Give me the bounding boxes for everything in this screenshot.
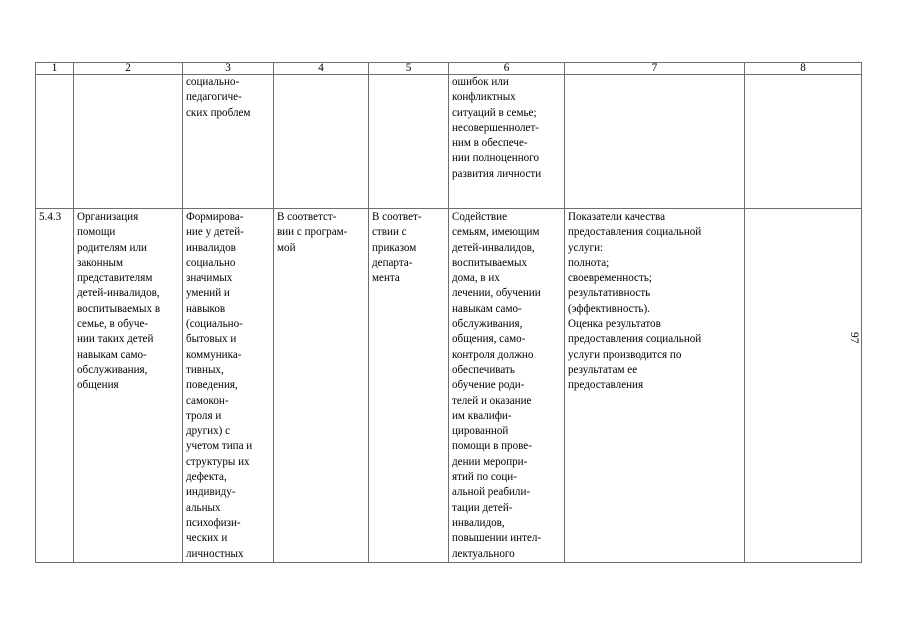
table-cell xyxy=(745,209,862,563)
cell-text-line: дении меропри- xyxy=(452,455,528,468)
cell-text-line: конфликтных xyxy=(452,91,516,104)
cell-text-line: помощи в прове- xyxy=(452,440,532,453)
cell-text-line: обслуживания, xyxy=(77,363,148,376)
cell-text-line: телей и оказание xyxy=(452,394,532,407)
cell-text-line: лектуального xyxy=(452,547,515,560)
header-cell-2: 2 xyxy=(74,63,183,75)
cell-text-line: нии полноценного xyxy=(452,152,540,165)
table-cell xyxy=(274,209,369,563)
cell-text-line: законным xyxy=(77,256,124,269)
page-number: 97 xyxy=(848,332,860,344)
cell-text-line: ситуаций в семье; xyxy=(452,106,537,119)
table-cell xyxy=(74,75,183,209)
cell-text-line: самокон- xyxy=(186,394,229,407)
cell-text-line: умений и xyxy=(186,287,230,300)
cell-text-line: Организация xyxy=(77,211,139,223)
cell-text-line: навыков xyxy=(186,302,226,315)
cell-text-line: результативность xyxy=(568,287,651,300)
cell-text-line: ятий по соци- xyxy=(452,471,517,484)
cell-text-line: департа- xyxy=(372,256,413,269)
cell-text-line: развития личности xyxy=(452,167,542,180)
table-cell xyxy=(449,209,565,563)
cell-text-line: несовершеннолет- xyxy=(452,121,539,134)
table-cell xyxy=(274,75,369,209)
cell-text-line: родителям или xyxy=(77,241,147,254)
cell-text-line: дефекта, xyxy=(186,471,227,484)
header-cell-6: 6 xyxy=(449,63,565,75)
cell-text-line: ошибок или xyxy=(452,76,509,88)
cell-text-line: В соответст- xyxy=(277,211,337,223)
cell-text-line: структуры их xyxy=(186,455,250,468)
cell-text-line: нии таких детей xyxy=(77,333,154,346)
cell-text-line: ние у детей- xyxy=(186,226,244,239)
cell-text-line: цированной xyxy=(452,425,509,438)
table-cell xyxy=(449,75,565,209)
cell-text-line: предоставления социальной xyxy=(568,333,702,346)
table-cell xyxy=(183,209,274,563)
table-row xyxy=(36,75,862,209)
cell-text-line: представителям xyxy=(77,272,153,285)
cell-text-line: им квалифи- xyxy=(452,409,512,422)
table-cell xyxy=(183,75,274,209)
table-row xyxy=(36,209,862,563)
cell-text-line: других) с xyxy=(186,425,231,438)
cell-text-line: обеспечивать xyxy=(452,363,515,376)
cell-text-line: Содействие xyxy=(452,211,508,223)
cell-text-line: общения xyxy=(77,379,119,392)
cell-text-line: значимых xyxy=(186,272,233,285)
cell-text-line: детей-инвалидов, xyxy=(77,287,160,300)
cell-text-line: инвалидов, xyxy=(452,516,505,529)
cell-text-line: обучение роди- xyxy=(452,379,525,392)
cell-text-line: семье, в обуче- xyxy=(77,318,149,331)
table-cell xyxy=(369,75,449,209)
cell-text-line: альных xyxy=(186,501,221,514)
cell-text-line: Показатели качества xyxy=(568,211,666,223)
cell-text-line: навыкам само- xyxy=(452,302,522,315)
cell-text-line: мента xyxy=(372,272,400,285)
cell-text-line: повышении интел- xyxy=(452,532,542,545)
cell-text-line: (эффективность). xyxy=(568,302,650,315)
cell-text-line: помощи xyxy=(77,226,116,239)
cell-text-line: тации детей- xyxy=(452,501,513,514)
cell-text-line: социально xyxy=(186,256,236,269)
cell-text-line: мой xyxy=(277,241,296,254)
cell-text-line: учетом типа и xyxy=(186,440,253,453)
cell-text-line: обслуживания, xyxy=(452,318,523,331)
cell-text-line: предоставления xyxy=(568,379,644,392)
cell-text-line: Оценка результатов xyxy=(568,318,661,331)
cell-text-line: воспитываемых xyxy=(452,256,528,269)
cell-text-line: услуги: xyxy=(568,241,604,254)
cell-text-line: педагогиче- xyxy=(186,91,242,104)
cell-text-line: ских проблем xyxy=(186,106,251,119)
cell-text-line: вии с програм- xyxy=(277,226,348,239)
cell-text-line: контроля должно xyxy=(452,348,534,361)
cell-text-line: коммуника- xyxy=(186,348,242,361)
table-cell xyxy=(565,209,745,563)
table-cell xyxy=(36,209,74,563)
cell-text-line: поведения, xyxy=(186,379,238,392)
cell-text-line: семьям, имеющим xyxy=(452,226,540,239)
table-cell xyxy=(565,75,745,209)
cell-text-line: предоставления социальной xyxy=(568,226,702,239)
cell-text-line: приказом xyxy=(372,241,417,254)
cell-text-line: ствии с xyxy=(372,226,407,239)
header-cell-4: 4 xyxy=(274,63,369,75)
cell-text-line: социально- xyxy=(186,76,240,88)
cell-text-line: троля и xyxy=(186,409,222,422)
header-cell-5: 5 xyxy=(369,63,449,75)
cell-text-line: воспитываемых в xyxy=(77,302,161,315)
table-cell xyxy=(36,75,74,209)
cell-text-line: ческих и xyxy=(186,532,228,545)
header-cell-3: 3 xyxy=(183,63,274,75)
cell-text-line: навыкам само- xyxy=(77,348,147,361)
cell-text-line: Формирова- xyxy=(186,211,244,223)
table-cell xyxy=(745,75,862,209)
cell-text-line: тивных, xyxy=(186,363,224,376)
cell-text-line: индивиду- xyxy=(186,486,236,499)
cell-text-line: лечении, обучении xyxy=(452,287,541,300)
cell-text-line: 5.4.3 xyxy=(39,211,62,223)
cell-text-line: детей-инвалидов, xyxy=(452,241,535,254)
cell-text-line: услуги производится по xyxy=(568,348,682,361)
cell-text-line: личностных xyxy=(186,547,244,560)
cell-text-line: (социально- xyxy=(186,318,243,331)
cell-text-line: психофизи- xyxy=(186,516,241,529)
cell-text-line: общения, само- xyxy=(452,333,526,346)
cell-text-line: В соответ- xyxy=(372,211,422,223)
cell-text-line: дома, в их xyxy=(452,272,500,285)
header-row xyxy=(36,63,862,75)
table-cell xyxy=(369,209,449,563)
table-cell xyxy=(74,209,183,563)
header-cell-8: 8 xyxy=(745,63,862,75)
cell-text-line: бытовых и xyxy=(186,333,237,346)
cell-text-line: инвалидов xyxy=(186,241,236,254)
cell-text-line: ним в обеспече- xyxy=(452,137,528,150)
header-cell-7: 7 xyxy=(565,63,745,75)
cell-text-line: альной реабили- xyxy=(452,486,531,499)
cell-text-line: своевременность; xyxy=(568,272,652,285)
cell-text-line: результатам ее xyxy=(568,363,638,376)
cell-text-line: полнота; xyxy=(568,256,610,269)
services-table xyxy=(35,62,862,563)
header-cell-1: 1 xyxy=(36,63,74,75)
